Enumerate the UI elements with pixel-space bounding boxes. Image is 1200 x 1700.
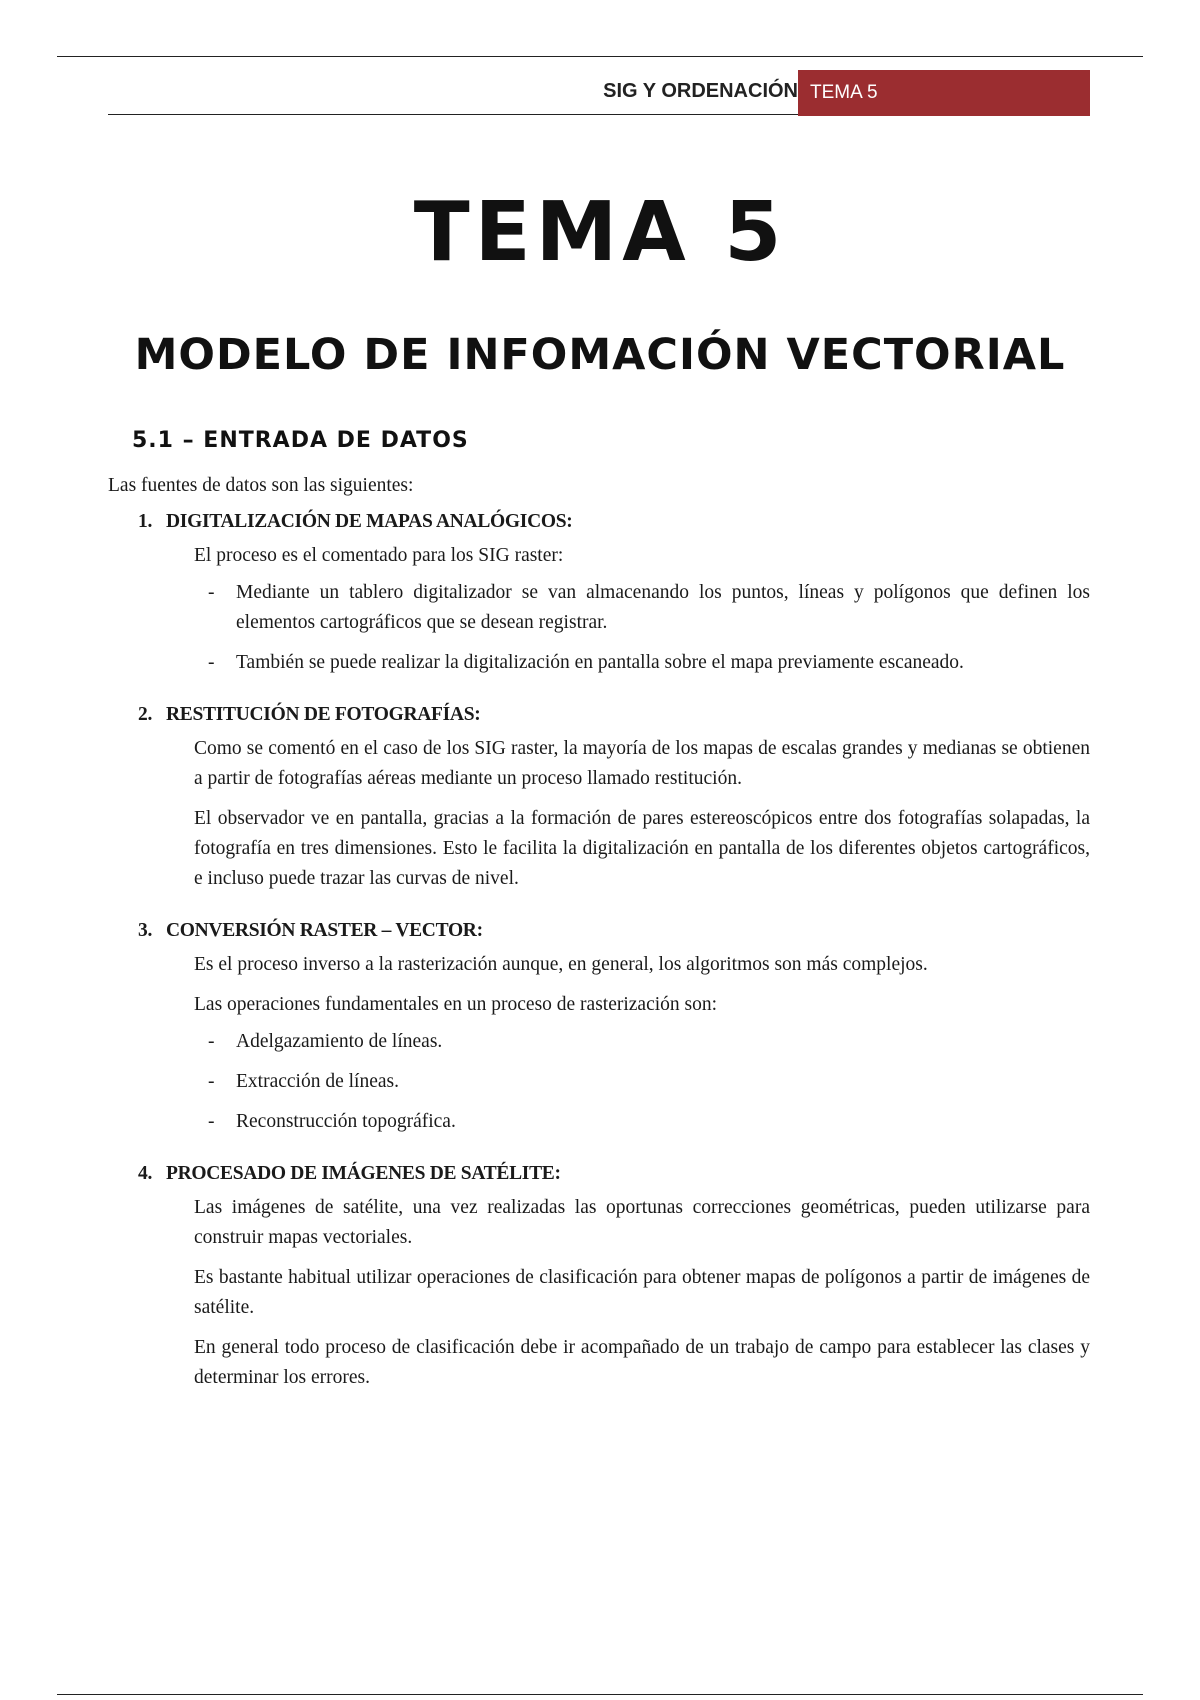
item-title: [138, 916, 1090, 946]
section-intro: Las fuentes de datos son las siguientes:: [108, 475, 414, 496]
bullet-item: - Mediante un tablero digitalizador se van almacenando los puntos, líneas y polígonos que definen los elementos cartográficos que se desean registrar.: [194, 578, 1090, 638]
item-number: 2.: [138, 704, 153, 725]
list-item-digitalizacion: [108, 507, 1090, 678]
page-header: [108, 70, 1090, 115]
bullet-list: [194, 1027, 1090, 1137]
item-paragraph: El proceso es el comentado para los SIG raster:: [194, 545, 564, 566]
bullet-item: - También se puede realizar la digitalización en pantalla sobre el mapa previamente escaneado.: [194, 648, 1090, 678]
bullet-item: - Reconstrucción topográfica.: [194, 1107, 1090, 1137]
item-paragraph: Como se comentó en el caso de los SIG raster, la mayoría de los mapas de escalas grandes y medianas se obtienen a partir de fotografías aéreas mediante un proceso llamado restitución.: [194, 738, 1090, 789]
item-title: [138, 507, 1090, 537]
item-number: 4.: [138, 1163, 153, 1184]
item-body: [194, 734, 1090, 894]
bullet-item: - Adelgazamiento de líneas.: [194, 1027, 1090, 1057]
header-subject: SIG Y ORDENACIÓN: [603, 80, 798, 102]
top-rule: [57, 56, 1143, 57]
header-badge: TEMA 5: [798, 70, 1090, 116]
document-subtitle: MODELO DE INFOMACIÓN VECTORIAL: [134, 330, 1066, 380]
item-title: [138, 1159, 1090, 1189]
item-title-text: PROCESADO DE IMÁGENES DE SATÉLITE:: [166, 1163, 561, 1184]
document-title: TEMA 5: [413, 185, 787, 280]
bullet-item: - Extracción de líneas.: [194, 1067, 1090, 1097]
list-item-satelite: [108, 1159, 1090, 1393]
section-heading: 5.1 – ENTRADA DE DATOS: [132, 428, 469, 453]
item-paragraph: Las imágenes de satélite, una vez realizadas las oportunas correcciones geométricas, pueden utilizarse para construir mapas vectoriales.: [194, 1197, 1090, 1248]
item-body: [194, 950, 1090, 1137]
item-title-text: DIGITALIZACIÓN DE MAPAS ANALÓGICOS:: [166, 511, 573, 532]
item-title-text: CONVERSIÓN RASTER – VECTOR:: [166, 920, 483, 941]
item-paragraph: El observador ve en pantalla, gracias a la formación de pares estereoscópicos entre dos fotografías solapadas, la fotografía en tres dimensiones. Esto le facilita la digitalización en pantalla de los diferentes objetos cartográficos, e incluso puede trazar las curvas de nivel.: [194, 808, 1090, 889]
item-body: [194, 1193, 1090, 1393]
item-body: [194, 541, 1090, 678]
bottom-rule: [57, 1694, 1143, 1695]
item-title: [138, 700, 1090, 730]
bullet-list: [194, 578, 1090, 678]
item-paragraph: Es bastante habitual utilizar operaciones de clasificación para obtener mapas de polígonos a partir de imágenes de satélite.: [194, 1267, 1090, 1318]
document-body: [108, 428, 1090, 1393]
list-item-restitucion: [108, 700, 1090, 894]
item-number: 1.: [138, 511, 153, 532]
item-paragraph: En general todo proceso de clasificación debe ir acompañado de un trabajo de campo para establecer las clases y determinar los errores.: [194, 1337, 1090, 1388]
item-paragraph: Las operaciones fundamentales en un proceso de rasterización son:: [194, 994, 718, 1015]
item-paragraph: Es el proceso inverso a la rasterización aunque, en general, los algoritmos son más complejos.: [194, 954, 928, 975]
item-title-text: RESTITUCIÓN DE FOTOGRAFÍAS:: [166, 704, 481, 725]
list-item-conversion: [108, 916, 1090, 1137]
item-number: 3.: [138, 920, 153, 941]
